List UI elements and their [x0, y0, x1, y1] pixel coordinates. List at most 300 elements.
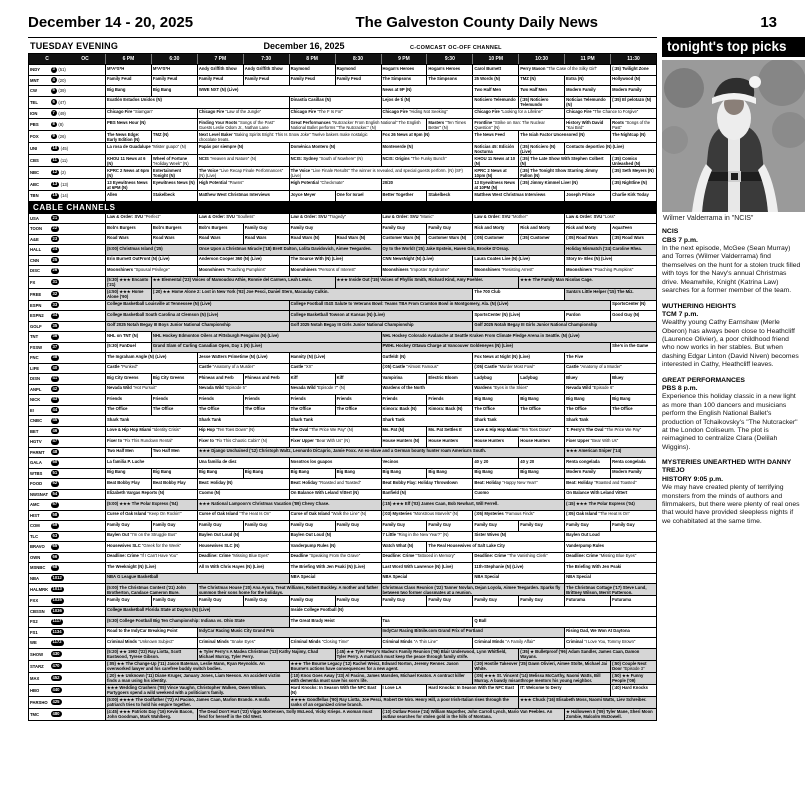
page-number: 13 — [760, 14, 777, 31]
program-cell: (4:45) ★★★ Patriots Day ('16) Kevin Bacon, John Goodman, Mark Wahlberg. — [105, 709, 197, 720]
photo-caption: Wilmer Valderrama in "NCIS" — [663, 215, 754, 222]
program-cell: Beat Bobby Flay — [151, 479, 197, 489]
time-header-cell: 9:30 — [426, 54, 472, 64]
program-cell: On Balance With Leland Vittert — [564, 490, 656, 500]
program-cell: Criminal Minds "A Thin Line" — [381, 638, 473, 648]
program-cell: Inside College Football (N) — [289, 607, 656, 617]
program-cell: Big Bang — [518, 469, 564, 479]
program-cell: Friends — [151, 395, 197, 405]
program-cell: Anderson Cooper 360 (N) (Live) — [197, 256, 289, 266]
program-cell: The Christmas Cottage ('17) Steve Lund, Brittney Wilson, Merrit Patterson. — [564, 584, 656, 595]
channel-number-badge: 65 — [52, 543, 58, 549]
channel-label: TNT — [30, 334, 39, 340]
channel-number-badge: 32 — [52, 290, 58, 296]
program-cell: Family Guy — [105, 521, 151, 531]
program-cell: The Briefing With Jen Psaki (N) (Live) — [289, 563, 381, 573]
pick-title: GREAT PERFORMANCES — [662, 376, 745, 384]
program-cell: Modern Family — [610, 469, 656, 479]
program-cell: The Office — [151, 406, 197, 416]
program-cell: Family Guy — [335, 521, 381, 531]
program-cell: Baylen Out "I'm on the Struggle Bus" — [105, 532, 197, 542]
program-cell: Two Half Men — [518, 86, 564, 96]
program-cell: Family Guy — [426, 521, 472, 531]
program-cell: Hogan's Heroes — [426, 65, 472, 75]
channel-row-pbs — [28, 119, 657, 131]
program-cell: The Isiah Factor Uncensored (N) — [518, 131, 610, 142]
program-cell: Friends — [197, 395, 243, 405]
channel-label: SHOW — [30, 651, 44, 657]
top-picks-header: tonight's top picks — [662, 37, 805, 57]
program-cell: (:05) ★★★ St. Vincent ('14) Melissa McCarthy, Naomi Watts, Bill Murray. A bawdy misanthrope mentors his young neighbor. — [472, 673, 610, 684]
program-cell: Castle "Anatomy of a Murder" — [564, 364, 656, 374]
pick-channel-time: TCM 7 p.m. — [662, 310, 699, 318]
program-cell: The Office — [518, 406, 564, 416]
program-cell: (:05) Road Wars — [564, 235, 610, 245]
channel-number-badge: 480 — [52, 710, 60, 716]
program-cell: Fox News at Night (N) (Live) — [472, 353, 564, 363]
program-cell: Family Feud — [335, 76, 381, 86]
channel-row-max — [28, 673, 657, 685]
channel-label: MSNBC — [30, 565, 46, 571]
channel-cell — [29, 143, 105, 154]
channel-row-we — [28, 638, 657, 649]
program-cell: The Office — [243, 406, 289, 416]
program-cell: House Hunters (N) — [381, 437, 427, 447]
program-cell: TMZ (N) — [518, 76, 564, 86]
channel-number-badge: 48 — [52, 448, 58, 454]
program-cell: NBA G League Basketball — [105, 574, 289, 584]
channel-row-disc — [28, 266, 657, 277]
channel-number-badge: 1035 — [52, 597, 62, 603]
program-cell: Family Guy — [518, 596, 564, 606]
channel-label: DISN — [30, 376, 41, 382]
program-cell: Kimora: Back (N) — [381, 406, 427, 416]
channel-cell — [29, 266, 105, 276]
channel-cell — [29, 574, 105, 584]
channel-number-badge: 6 — [52, 98, 55, 104]
program-cell: Deadline: Crime "The Vanishing Clerk" — [472, 553, 564, 563]
channel-row-fs1 — [28, 628, 657, 639]
channel-row-food — [28, 479, 657, 490]
channel-row-abc — [28, 179, 657, 191]
channel-number-badge: 68 — [52, 564, 58, 570]
program-cell: Criminal Minds "Snake Eyes" — [197, 638, 289, 648]
offair-column-label: OC — [81, 56, 89, 62]
program-cell: Ladybug — [518, 374, 564, 384]
program-cell: The Dead Don't Hurt ('23) Viggo Mortensen, Solly McLeod, Vicky Krieps. A woman must fend for herself in the Old West. — [197, 709, 381, 720]
program-cell: One for Israel — [335, 191, 381, 201]
program-cell: (:03) Mysteries "Monstrous Marvels" (N) — [381, 511, 473, 521]
channel-row-tbn — [28, 191, 657, 202]
program-cell: Ms. Pat (N) — [381, 427, 427, 437]
channel-label: ESPN — [30, 302, 42, 308]
program-cell: Castle "Anatomy of a Murder" — [197, 364, 289, 374]
program-cell: Friends — [243, 395, 289, 405]
program-cell: ★★★★ Goodfellas ('90) Ray Liotta, Joe Pesci, Robert De Niro. Henry Hill, a poor Irish-Italian rises through the ranks of an organized crime branch. — [289, 697, 519, 708]
program-cell: Hip Hop "Ten Toes Down" (N) — [197, 427, 289, 437]
program-cell: The Real Housewives of Salt Lake City — [426, 542, 564, 552]
channel-row-hgtv — [28, 437, 657, 448]
program-cell: (:15) ★★★ The Polar Express ('04) — [564, 500, 656, 510]
program-cell: TMZ (N) — [151, 131, 197, 142]
channel-cell — [29, 301, 105, 311]
program-cell: The Office — [472, 406, 518, 416]
program-cell: Sister Wives (N) — [472, 532, 564, 542]
channel-number-badge: 9 — [52, 133, 55, 139]
program-cell: (5:30) College Football Big Ten Championship: Indiana vs. Ohio State — [105, 617, 289, 627]
program-cell: (:35) El pelotazo (N) — [610, 97, 656, 108]
channel-row-hbo — [28, 685, 657, 697]
channel-label: TMC — [30, 711, 40, 717]
channel-cell — [29, 638, 105, 648]
over-air-number: (14) — [60, 193, 69, 199]
program-cell: Gutfeld! (N) — [381, 353, 473, 363]
program-cell: (:20) ★★ Unknown ('11) Diane Kruger, January Jones, Liam Neeson. An accident victim finds a man using his identity. — [105, 673, 289, 684]
program-cell: Renta congelada — [610, 458, 656, 468]
channel-cell — [29, 532, 105, 542]
program-cell: Family Feud — [151, 76, 197, 86]
program-cell: The Office — [335, 406, 381, 416]
channel-number-badge: 46 — [52, 427, 58, 433]
channel-row-golf — [28, 322, 657, 333]
program-cell: (:35) The Tonight Show Starring Jimmy Fallon (N) — [518, 167, 610, 178]
program-cell: Futurama — [564, 596, 610, 606]
program-cell: Finding Your Roots "Songs of the Past" Guests Leslie Odom Jr., Nathan Lane — [197, 119, 289, 130]
channel-row-free — [28, 289, 657, 301]
program-cell: Family Guy — [472, 521, 518, 531]
channel-number-badge: 1117 — [52, 618, 62, 624]
program-cell: Una familia de diez — [197, 458, 289, 468]
evening-label: TUESDAY EVENING — [30, 41, 119, 51]
channel-cell — [29, 214, 105, 224]
channel-label: OWN — [30, 554, 41, 560]
program-cell: Family Guy — [518, 521, 564, 531]
channel-number-badge: 1134 — [52, 628, 62, 634]
channel-cell — [29, 661, 105, 672]
program-cell: Fixer Upper "Bear With Us" (N) — [289, 437, 381, 447]
program-cell: Modern Family — [610, 86, 656, 96]
program-cell: 13 Eyewitness News at 10PM (N) — [472, 179, 518, 190]
program-cell: Next Level Baker "Baking Spirits Bright: This Is Snow Joke" Twelve bakers make nostalgic chocolate treats. — [197, 131, 381, 142]
top-pick-photo-santa — [662, 60, 805, 212]
program-cell: PWHL Hockey Ottawa Charge at Vancouver Goldeneyes (N) (Live) — [381, 343, 611, 353]
program-cell: Family Guy — [243, 521, 289, 531]
program-cell: Masters "Ten Times Better" (N) — [426, 119, 472, 130]
program-cell: ★★★ Chuck ('16) Elisabeth Moss, Naomi Watts, Liev Schreiber. — [518, 697, 656, 708]
channel-row-anpl — [28, 385, 657, 396]
program-cell: Phineas and Ferb — [243, 374, 289, 384]
program-cell: Castle "XX" — [289, 364, 381, 374]
program-cell: Futurama — [610, 596, 656, 606]
channel-columns-header — [29, 54, 105, 64]
channel-row-bet — [28, 427, 657, 438]
channel-row-ion — [28, 109, 657, 120]
over-air-number: (47) — [58, 99, 66, 105]
publication-title: The Galveston County Daily News — [355, 14, 598, 31]
channel-label: FNC — [30, 355, 39, 361]
time-header-cell: 9 PM — [381, 54, 427, 64]
program-cell: The Five — [564, 353, 656, 363]
program-cell: Phineas and Ferb — [197, 374, 243, 384]
channel-number-badge: 430 — [52, 650, 60, 656]
channel-number-badge: 5 — [52, 87, 55, 93]
program-cell: College Basketball Florida State at Dayton (N) (Live) — [105, 607, 289, 617]
program-cell: Baylen Out Loud — [564, 532, 656, 542]
program-cell: Laura Coates Live (N) (Live) — [472, 256, 564, 266]
channel-cell — [29, 458, 105, 468]
program-cell: Hard Knocks: In Season With the NFC East — [426, 685, 518, 696]
program-cell: Noticias 45: Edición Nocturna — [472, 143, 518, 154]
program-cell: Raymond — [335, 65, 381, 75]
program-cell: Modern Family — [564, 469, 610, 479]
channel-cell — [29, 649, 105, 660]
channel-label: PBS — [30, 122, 39, 127]
program-cell: (:50) ★★ Funny People ('09) — [610, 673, 656, 684]
program-cell: SportsCenter (N) (Live) — [472, 311, 564, 321]
program-cell: PBS News Hour (N) — [105, 119, 197, 130]
channel-label: COM — [30, 523, 40, 529]
program-cell: I Love LA — [381, 685, 427, 696]
channel-row-mnt — [28, 76, 657, 87]
time-header-row — [28, 53, 657, 65]
program-cell: T. Perry's The Oval "The Price We Pay" — [564, 427, 656, 437]
channel-label: STARZ — [30, 663, 44, 669]
program-cell: La familia P. Luche — [105, 458, 197, 468]
program-cell: Beat: Holiday "Happy New Year!" — [472, 479, 564, 489]
program-cell: Golf 2025 Notah Begay III Boys Junior National Championship — [105, 322, 289, 332]
program-cell: IT: Welcome to Derry — [518, 685, 610, 696]
channel-row-tnt — [28, 332, 657, 343]
program-cell: Family Guy — [289, 521, 335, 531]
channel-row-fx — [28, 277, 657, 289]
program-cell: Moonshiners "Spousal Privilege" — [105, 266, 197, 276]
program-cell: Baylen Out Loud (N) — [289, 532, 381, 542]
channel-row-espn2 — [28, 311, 657, 322]
channel-label: PARSHO — [30, 699, 48, 705]
program-cell: Watch What (N) — [381, 542, 427, 552]
program-cell: Law & Order: SVU "Soulless" — [197, 214, 289, 224]
program-cell: Shark Tank — [381, 416, 473, 426]
program-cell: Two Half Men — [105, 448, 151, 458]
time-header-cell: 10 PM — [472, 54, 518, 64]
program-cell: Big Bang — [518, 395, 564, 405]
program-cell: Beat Bobby Flay — [105, 479, 151, 489]
program-cell: The Voice "Live Finale Results" The winner is revealed, and special guests perform. (N) (SF) (Live) — [289, 167, 473, 178]
program-cell: ★★★ Wedding Crashers ('05) Vince Vaughn, Christopher Walken, Owen Wilson. Partygoers spend a wild weekend with a politician's family. — [105, 685, 289, 696]
program-cell: Family Feud — [243, 76, 289, 86]
channel-number-badge: 41 — [52, 375, 58, 381]
tv-listings-grid — [28, 37, 657, 721]
channel-label: HGTV — [30, 439, 42, 445]
program-cell: ★★★ Django Unchained ('12) Christoph Waltz, Leonardo DiCaprio, Jamie Foxx. An ex-slave and a German bounty hunter roam America's South. — [197, 448, 564, 458]
channel-cell — [29, 256, 105, 266]
channel-row-nwsnat — [28, 490, 657, 501]
channel-cell — [29, 448, 105, 458]
channel-label: NWSNAT — [30, 491, 49, 497]
program-cell: Customer Wars (N) — [381, 235, 427, 245]
program-cell: Kiff — [289, 374, 335, 384]
program-cell: The Ingraham Angle (N) (Live) — [105, 353, 197, 363]
program-cell: Frontline "Strike on Iran: The Nuclear Question" (N) — [472, 119, 564, 130]
channel-cell — [29, 395, 105, 405]
program-cell: Andy Griffith Show — [243, 65, 289, 75]
channel-row-msnbc — [28, 563, 657, 574]
channel-number-badge: 12 — [52, 169, 58, 175]
channel-cell — [29, 416, 105, 426]
channel-cell — [29, 553, 105, 563]
program-cell: Beat: Holiday "Roasted and Toasted" — [564, 479, 656, 489]
program-cell: 13 Eyewitness News at 6PM (N) — [105, 179, 151, 190]
channel-cell — [29, 155, 105, 166]
program-cell: (:40) Hard Knocks — [610, 685, 656, 696]
program-cell: Q Ball — [472, 617, 656, 627]
channel-number-badge: 51 — [52, 469, 58, 475]
program-cell: Hannity (N) (Live) — [289, 353, 381, 363]
program-cell: Entertainment Tonight (N) — [151, 167, 197, 178]
program-cell: She's in the Game — [610, 343, 656, 353]
program-cell: Ms. Pat Settles It — [426, 427, 472, 437]
program-cell: (5:30) FanDuel — [105, 343, 151, 353]
program-cell: M*A*S*H — [151, 65, 197, 75]
channel-label: CBSSN — [30, 608, 45, 614]
program-cell: Shark Tank — [564, 416, 656, 426]
program-cell: Curse of Oak Island "Walk the Line" (N) — [289, 511, 381, 521]
channel-label: FOOD — [30, 481, 43, 487]
over-air-number: (20) — [58, 77, 66, 83]
program-cell: (:20) Hostile Takeover ('25) Dawn Olivieri, Aimee Stolte, Michael Jai White. — [472, 661, 610, 672]
program-cell: Big Bang — [243, 469, 289, 479]
channel-cell — [29, 685, 105, 696]
channel-label: AMC — [30, 502, 40, 508]
channel-label: CNBC — [30, 418, 43, 424]
program-cell: College Basketball Louisville at Tennessee (N) (Live) — [105, 301, 289, 311]
broadcast-channel-rows — [28, 65, 657, 202]
program-cell: Kiff — [335, 374, 381, 384]
channel-label: CBS — [30, 158, 39, 163]
channel-cell — [29, 709, 105, 720]
time-header-cell: 11:30 — [610, 54, 656, 64]
top-pick-wuthering-heights — [662, 303, 805, 370]
program-cell: Housewives SLC (N) — [197, 542, 289, 552]
cable-channels-banner: CABLE CHANNELS — [28, 202, 657, 214]
channel-label: MAX — [30, 675, 40, 681]
program-cell: The News Edge: Early Edition (N) — [105, 131, 151, 142]
program-cell: (5:00) Christmas Island ('25) — [105, 245, 197, 255]
program-cell: Friends — [335, 395, 381, 405]
program-cell: Shark Tank — [105, 416, 197, 426]
program-cell: Friends — [105, 395, 151, 405]
channel-number-badge: 425 — [52, 698, 60, 704]
program-cell: Big Bang — [289, 469, 335, 479]
channel-cell — [29, 469, 105, 479]
program-cell: Moonshiners "Resisting Arrest" — [472, 266, 564, 276]
program-cell: Santa's Little Helper ('15) The Miz. — [564, 289, 656, 300]
channel-number-badge: 40 — [52, 364, 58, 370]
channel-cell — [29, 490, 105, 500]
channel-label: CNN — [30, 257, 40, 263]
channel-row-toon — [28, 224, 657, 235]
channel-label: BRAVO — [30, 544, 45, 550]
program-cell: Family Guy — [381, 224, 427, 234]
program-cell: The Office — [564, 406, 610, 416]
program-cell: Allen — [105, 191, 151, 201]
program-cell: Noticias Telemundo (N) — [564, 97, 610, 108]
program-cell: Road Wars — [105, 235, 151, 245]
channel-label: ANPL — [30, 386, 42, 392]
program-cell: Family Feud — [197, 76, 243, 86]
time-header-cell: 10:30 — [518, 54, 564, 64]
program-cell: Andy Griffith Show — [197, 65, 243, 75]
program-cell: Grand Slam of Curling Canadian Open, Day 1 (N) (Live) — [151, 343, 381, 353]
program-cell: ★★★ National Lampoon's Christmas Vacation ('89) Chevy Chase. — [197, 500, 381, 510]
program-cell: Love & Hip Hop Miami "Ten Toes Down" — [472, 427, 564, 437]
program-cell: Family Guy — [610, 521, 656, 531]
program-cell: Rick and Morty — [564, 224, 610, 234]
channel-number-badge: 11 — [52, 157, 57, 163]
program-cell: Big Bang — [472, 469, 518, 479]
program-cell: Story In- Elex (N) (Live) — [564, 256, 656, 266]
channel-label: DISC — [30, 268, 41, 274]
program-cell: La rosa de Guadalupe "Mister guapo" (N) — [105, 143, 197, 154]
program-cell: Wardens "Eyes in the Skies" — [472, 385, 564, 395]
channel-cell — [29, 697, 105, 708]
channel-cell — [29, 607, 105, 617]
pick-channel-time: HISTORY 9:05 p.m. — [662, 475, 724, 483]
program-cell: Holiday Mismatch ('24) Caroline Rhea. — [564, 245, 656, 255]
channel-number-badge: 59 — [52, 522, 58, 528]
program-cell: Family Guy — [426, 596, 472, 606]
channel-label: FX — [30, 279, 36, 285]
channel-label: GALA — [30, 460, 42, 466]
channel-cell — [29, 235, 105, 245]
time-header-cell: 8:30 — [335, 54, 381, 64]
program-cell: Road Wars (N) — [335, 235, 381, 245]
program-cell: News at 9P (N) — [381, 86, 473, 96]
channel-cell — [29, 131, 105, 142]
page-header — [0, 0, 805, 37]
channel-label: CW — [30, 88, 37, 94]
channel-row-wtbs — [28, 469, 657, 480]
program-cell: Once Upon a Christmas Miracle ('18) Brett Dalton, Lolita Davidovich, Aimee Teegarden. — [197, 245, 381, 255]
channel-row-fs2 — [28, 617, 657, 628]
channel-number-badge: 1172 — [52, 639, 62, 645]
channel-label: FSSW — [30, 344, 43, 350]
channel-label: FOX — [30, 134, 39, 139]
program-cell: (5:00) ★★★ The Polar Express ('04) — [105, 500, 197, 510]
channel-row-nick — [28, 395, 657, 406]
program-cell: NBA Special — [381, 574, 473, 584]
program-cell: Family Guy — [151, 596, 197, 606]
program-cell: SportsCenter (N) — [610, 301, 656, 311]
program-cell: College Football IS4S Salute to Veterans Bowl: Teams TBA From Cramton Bowl in Montgomery, Ala. (N) (Live) — [289, 301, 610, 311]
channel-row-cbssn — [28, 607, 657, 618]
channel-cell — [29, 563, 105, 573]
program-cell: Dinastía Casillas (N) — [289, 97, 381, 108]
program-cell: Family Guy — [381, 596, 427, 606]
channel-cell — [29, 191, 105, 201]
program-cell: Family Guy — [151, 521, 197, 531]
channel-cell — [29, 406, 105, 416]
program-cell: The 700 Club — [472, 289, 564, 300]
program-cell: Fixer Upper "Bear With Us" — [564, 437, 656, 447]
pick-title: MYSTERIES UNEARTHED WITH DANNY TREJO — [662, 459, 792, 475]
program-cell: Elizabeth Vargas Reports (N) — [105, 490, 197, 500]
program-cell: Criminal Minds "A Family Affair" — [472, 638, 564, 648]
top-pick-mysteries-unearthed — [662, 459, 805, 526]
program-cell: Family Guy — [243, 596, 289, 606]
program-cell: Vecinos — [381, 458, 473, 468]
channel-label: HALL — [30, 247, 42, 253]
